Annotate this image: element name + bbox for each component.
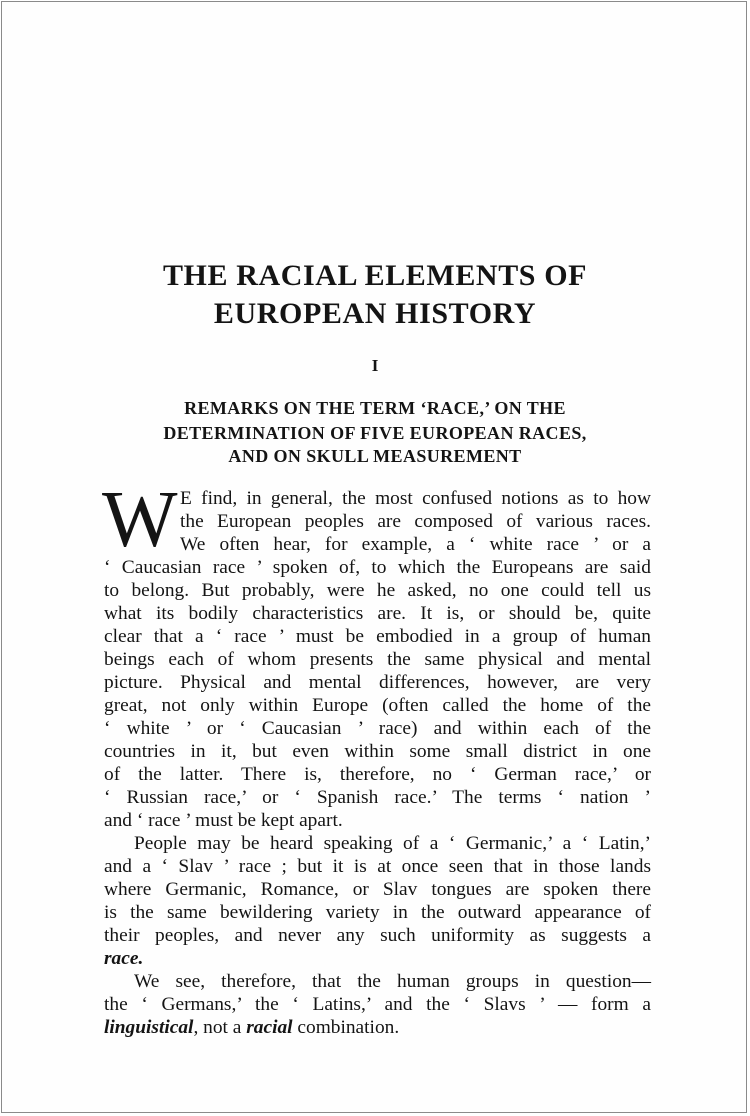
- text-line: their peoples, and never any such uniformity as suggests a: [104, 925, 651, 946]
- text-line: ‘ Caucasian race ’ spoken of, to which the Europeans are said: [104, 557, 651, 578]
- text-line: to belong. But probably, were he asked, no one could tell us: [104, 580, 651, 601]
- text-line: of the latter. There is, therefore, no ‘ German race,’ or: [104, 764, 651, 785]
- title-line-1: THE RACIAL ELEMENTS OF: [162, 259, 588, 292]
- text-line: beings each of whom presents the same physical and mental: [104, 649, 651, 670]
- text-line: race.: [104, 948, 144, 969]
- text-line: is the same bewildering variety in the outward appearance of: [104, 902, 651, 923]
- text-line: countries in it, but even within some small district in one: [104, 741, 651, 762]
- subtitle-line-1: REMARKS ON THE TERM ‘RACE,’ ON THE: [184, 398, 566, 418]
- emphasis-racial: racial: [246, 1017, 293, 1038]
- text-line: People may be heard speaking of a ‘ Germanic,’ a ‘ Latin,’: [134, 833, 651, 854]
- subtitle-line-3: AND ON SKULL MEASUREMENT: [228, 446, 522, 466]
- text-line: the European peoples are composed of various races.: [180, 511, 651, 532]
- emphasis-linguistical: linguistical: [104, 1017, 194, 1038]
- text-line: We see, therefore, that the human groups in question—: [134, 971, 651, 992]
- text-line: ‘ white ’ or ‘ Caucasian ’ race) and within each of the: [104, 718, 651, 739]
- text-line: and a ‘ Slav ’ race ; but it is at once seen that in those lands: [104, 856, 651, 877]
- title-line-2: EUROPEAN HISTORY: [213, 297, 537, 330]
- chapter-number: I: [371, 356, 379, 375]
- text-line: the ‘ Germans,’ the ‘ Latins,’ and the ‘ Slavs ’ — form a: [104, 994, 651, 1015]
- text-line: E find, in general, the most confused notions as to how: [180, 488, 651, 509]
- text-line: ‘ Russian race,’ or ‘ Spanish race.’ The terms ‘ nation ’: [104, 787, 651, 808]
- text-line: where Germanic, Romance, or Slav tongues are spoken there: [104, 879, 651, 900]
- text-line: picture. Physical and mental differences, however, are very: [104, 672, 651, 693]
- text-line: what its bodily characteristics are. It is, or should be, quite: [104, 603, 651, 624]
- text-line: and ‘ race ’ must be kept apart.: [104, 810, 343, 831]
- subtitle-line-2: DETERMINATION OF FIVE EUROPEAN RACES,: [163, 423, 587, 443]
- text-line: clear that a ‘ race ’ must be embodied in a group of human: [104, 626, 651, 647]
- drop-cap: W: [102, 476, 178, 564]
- text-line-emphasis: linguistical, not a racial combination.: [104, 1017, 400, 1038]
- text-line: great, not only within Europe (often called the home of the: [104, 695, 651, 716]
- text-line: We often hear, for example, a ‘ white race ’ or a: [180, 534, 651, 555]
